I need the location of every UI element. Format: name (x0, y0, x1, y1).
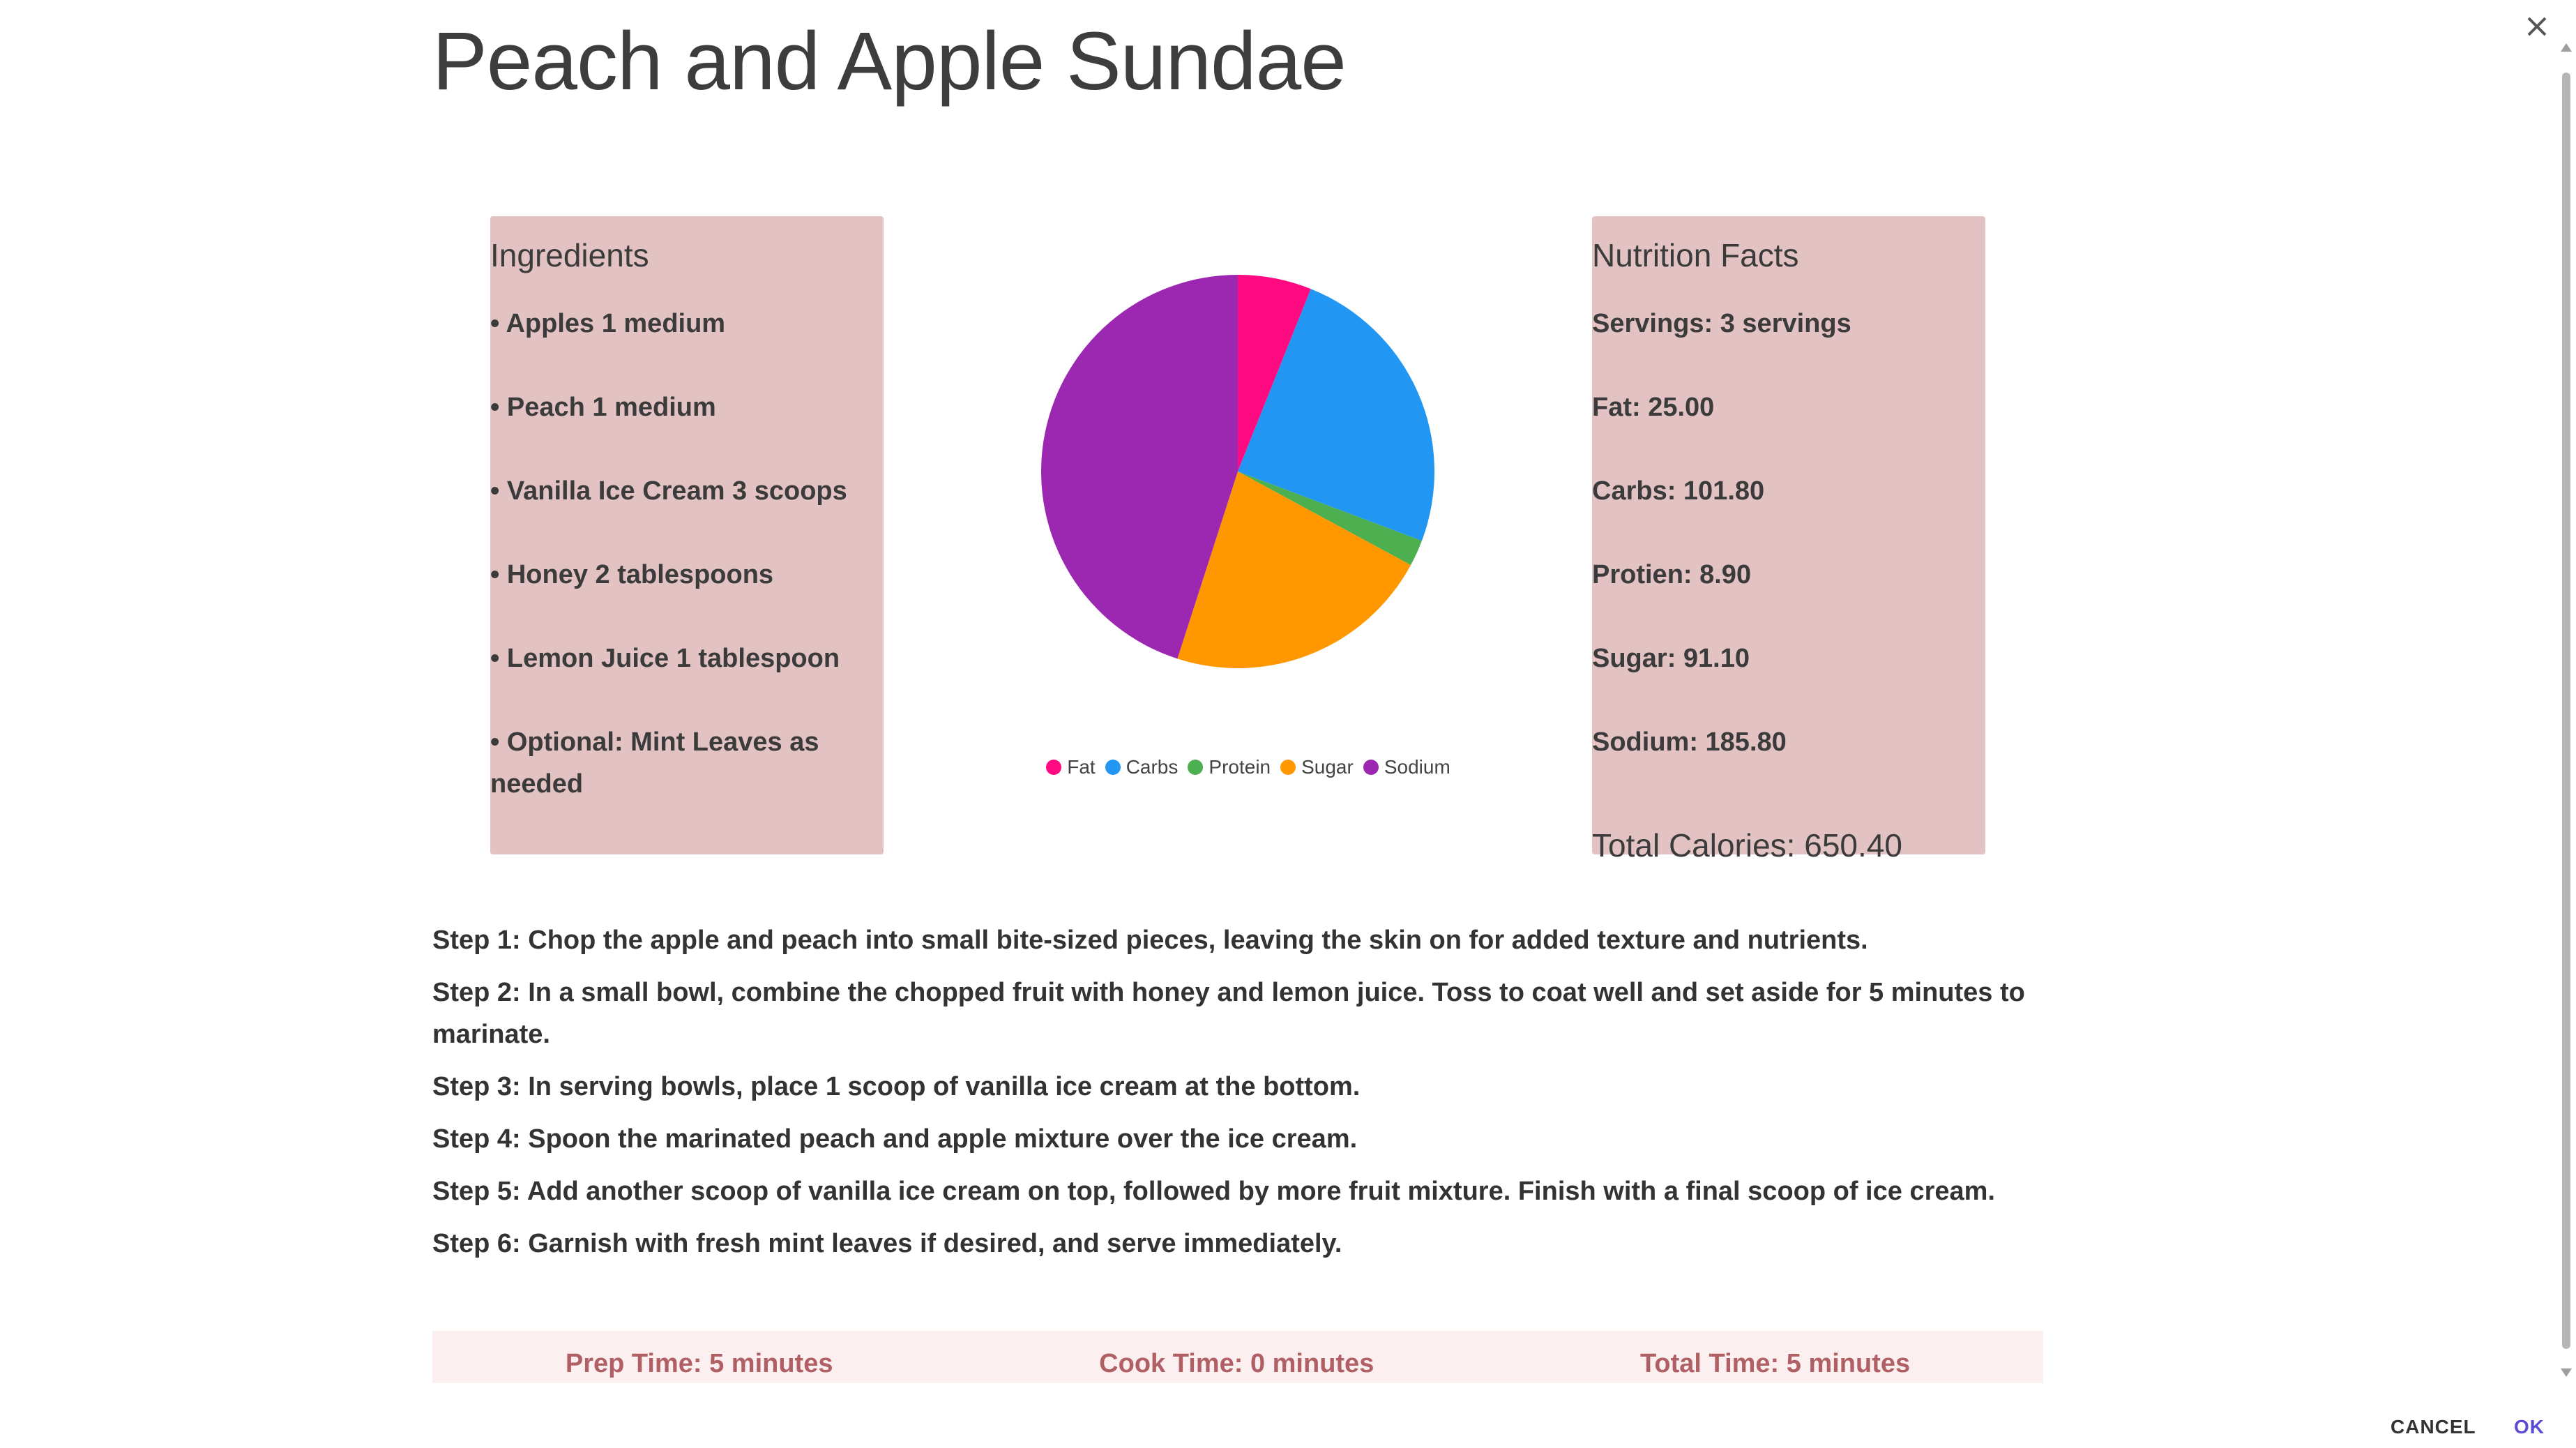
nutrition-panel (1592, 216, 1985, 863)
carbs-value: Carbs: 101.80 (1592, 476, 1765, 506)
legend-item-carbs[interactable] (1105, 756, 1179, 778)
protein-value: Protien: 8.90 (1592, 560, 1752, 589)
close-icon[interactable] (2520, 10, 2554, 43)
ingredient-item: • Lemon Juice 1 tablespoon (490, 644, 840, 673)
prep-time: Prep Time: 5 minutes (565, 1349, 833, 1378)
legend-label: Protein (1209, 756, 1271, 778)
scroll-down-arrow-icon[interactable] (2561, 1368, 2572, 1377)
legend-dot-icon (1280, 760, 1296, 775)
ingredient-item: • Optional: Mint Leaves as needed (490, 727, 819, 799)
chart-legend (1032, 753, 1464, 781)
cancel-button[interactable]: CANCEL (2391, 1416, 2476, 1438)
ingredient-item: • Apples 1 medium (490, 309, 726, 338)
scrollbar[interactable] (2556, 39, 2576, 1381)
ingredient-item: • Peach 1 medium (490, 393, 716, 422)
ingredients-panel (490, 216, 884, 854)
ingredients-title: Ingredients (490, 237, 649, 273)
legend-dot-icon (1188, 760, 1203, 775)
legend-label: Fat (1067, 756, 1096, 778)
step-item: Step 3: In serving bowls, place 1 scoop of vanilla ice cream at the bottom. (432, 1072, 1361, 1101)
legend-item-sugar[interactable] (1280, 756, 1354, 778)
sugar-value: Sugar: 91.10 (1592, 644, 1750, 673)
legend-label: Sugar (1301, 756, 1354, 778)
time-bar (432, 1331, 2043, 1383)
legend-item-protein[interactable] (1188, 756, 1271, 778)
legend-label: Sodium (1384, 756, 1450, 778)
legend-dot-icon (1046, 760, 1061, 775)
nutrition-pie-chart (1032, 265, 1464, 795)
step-item: Step 2: In a small bowl, combine the chopped fruit with honey and lemon juice. Toss to coat well and set aside for 5 minutes to marinate. (432, 978, 2025, 1049)
legend-dot-icon (1105, 760, 1121, 775)
step-item: Step 1: Chop the apple and peach into small bite-sized pieces, leaving the skin on for added texture and nutrients. (432, 926, 1868, 955)
ingredient-item: • Vanilla Ice Cream 3 scoops (490, 476, 847, 506)
recipe-title: Peach and Apple Sundae (432, 15, 1346, 107)
scroll-thumb[interactable] (2562, 73, 2570, 1349)
recipe-steps (432, 919, 2050, 1275)
total-time: Total Time: 5 minutes (1640, 1349, 1911, 1378)
servings-value: Servings: 3 servings (1592, 309, 1851, 338)
legend-label: Carbs (1126, 756, 1179, 778)
sodium-value: Sodium: 185.80 (1592, 727, 1787, 757)
step-item: Step 6: Garnish with fresh mint leaves if desired, and serve immediately. (432, 1229, 1342, 1258)
step-item: Step 4: Spoon the marinated peach and apple mixture over the ice cream. (432, 1124, 1358, 1154)
ok-button[interactable]: OK (2514, 1416, 2545, 1438)
legend-item-fat[interactable] (1046, 756, 1095, 778)
fat-value: Fat: 25.00 (1592, 393, 1715, 422)
legend-item-sodium[interactable] (1363, 756, 1450, 778)
cook-time: Cook Time: 0 minutes (1099, 1349, 1374, 1378)
step-item: Step 5: Add another scoop of vanilla ice cream on top, followed by more fruit mixture. Finish with a final scoop of ice cream. (432, 1177, 1995, 1206)
scroll-up-arrow-icon[interactable] (2561, 43, 2572, 52)
legend-dot-icon (1363, 760, 1379, 775)
nutrition-title: Nutrition Facts (1592, 237, 1799, 273)
total-calories: Total Calories: 650.40 (1592, 827, 1902, 863)
ingredient-item: • Honey 2 tablespoons (490, 560, 774, 589)
pie-chart-svg (1032, 265, 1464, 697)
